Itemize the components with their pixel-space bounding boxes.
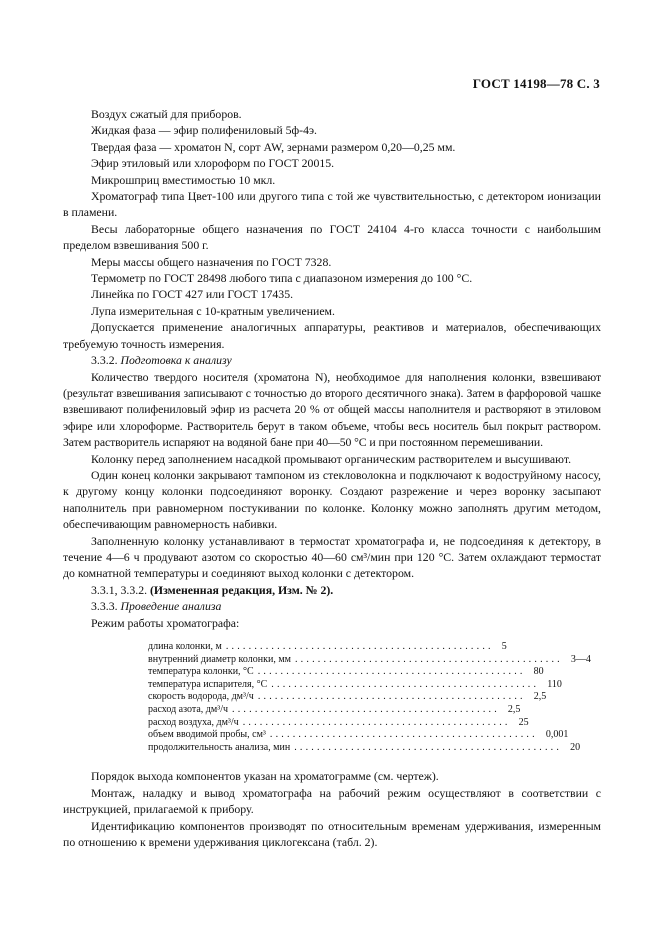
document-body — [63, 106, 601, 850]
mode-heading: Режим работы хроматографа: — [91, 615, 240, 630]
parameter-value: 2,5 — [533, 691, 547, 703]
parameter-row: скорость водорода, дм³/ч ............................................... 2,5 — [148, 691, 548, 704]
amendment-ref: 3.3.1, 3.3.2. — [91, 582, 148, 597]
parameter-label: температура колонки, °С — [148, 666, 254, 678]
parameter-row: температура колонки, °С ............................................... 80 — [148, 666, 548, 679]
paragraph: Линейка по ГОСТ 427 или ГОСТ 17435. — [91, 287, 294, 302]
paragraph: Эфир этиловый или хлороформ по ГОСТ 20015. — [91, 156, 335, 171]
paragraph: Термометр по ГОСТ 28498 любого типа с диапазоном измерения до 100 °С. — [91, 271, 473, 286]
parameter-row: продолжительность анализа, мин ............................................... 20 — [148, 742, 548, 755]
parameter-label: объем вводимой пробы, см³ — [148, 729, 266, 741]
parameter-value: 25 — [518, 716, 529, 728]
paragraph: Жидкая фаза — эфир полифениловый 5ф-4э. — [91, 123, 318, 138]
section-number: 3.3.2. — [91, 353, 118, 368]
amendment-note — [63, 582, 601, 598]
parameter-value: 80 — [533, 666, 544, 678]
parameter-label: продолжительность анализа, мин — [148, 741, 291, 753]
parameter-value: 5 — [501, 641, 507, 652]
parameters-list — [148, 641, 591, 754]
parameter-row: расход воздуха, дм³/ч ............................................... 25 — [148, 717, 548, 730]
paragraph: Меры массы общего назначения по ГОСТ 7328. — [91, 254, 332, 269]
parameter-row: расход азота, дм³/ч ............................................... 2,5 — [148, 704, 548, 717]
paragraph: Хроматограф типа Цвет-100 или другого типа с той же чувствительностью, с детектором ионизации в пламени. — [63, 189, 601, 220]
parameter-row: температура испарителя, °С ............................................... 110 — [148, 679, 548, 692]
section-title: Проведение анализа — [120, 599, 222, 614]
parameter-row: объем вводимой пробы, см³ ............................................... 0,001 — [148, 729, 548, 742]
section-heading-3-3-2 — [63, 352, 601, 368]
parameter-value: 3—4 — [570, 653, 591, 665]
parameter-label: внутренний диаметр колонки, мм — [148, 653, 291, 665]
section-heading-3-3-3 — [63, 598, 601, 614]
paragraph: Микрошприц вместимостью 10 мкл. — [91, 172, 276, 187]
paragraph: Один конец колонки закрывают тампоном из стекловолокна и подключают к водоструйному насосу, к другому концу колонки подсоединяют воронку. Создают разрежение и через воронку засыпают наполнитель при равномерном постукивании по колонке. Колонку можно заполнять другим методом, обеспечивающим равномерность набивки. — [63, 467, 601, 532]
parameter-label: скорость водорода, дм³/ч — [148, 691, 254, 703]
paragraph: Колонку перед заполнением насадкой промывают органическим растворителем и высушивают. — [91, 451, 572, 466]
paragraph: Весы лабораторные общего назначения по ГОСТ 24104 4-го класса точности с наибольшим пределом взвешивания 500 г. — [63, 221, 601, 253]
paragraph: Количество твердого носителя (хроматона N), необходимое для наполнения колонки, взвешивают (результат взвешивания записывают с точностью до второго десятичного знака). Затем в фарфоровой чашке взвешивают полифениловый эфир из расчета 20 % от общей массы наполнителя и растворяют в этиловом эфире или хлороформе. Растворитель берут в таком объеме, чтобы весь носитель был покрыт раствором. Затем растворитель испаряют на водяной бане при 40—50 °С и при постоянном перемешивании. — [63, 369, 601, 450]
paragraph: Идентификацию компонентов производят по относительным временам удерживания, измеренным по отношению к времени удерживания циклогексана (табл. 2). — [63, 818, 601, 849]
section-number: 3.3.3. — [91, 599, 118, 614]
parameter-row: длина колонки, м ............................................... 5 — [148, 641, 548, 654]
parameter-value: 0,001 — [545, 729, 569, 741]
section-title: Подготовка к анализу — [120, 353, 232, 368]
paragraph: Твердая фаза — хроматон N, сорт AW, зернами размером 0,20—0,25 мм. — [91, 139, 456, 154]
parameter-value: 20 — [570, 741, 581, 753]
parameter-value: 110 — [547, 678, 562, 690]
parameter-value: 2,5 — [507, 703, 521, 715]
paragraph: Монтаж, наладку и вывод хроматографа на рабочий режим осуществляют в соответствии с инструкцией, прилагаемой к прибору. — [63, 785, 601, 817]
paragraph: Заполненную колонку устанавливают в термостат хроматографа и, не подсоединяя к детектору, в течение 4—6 ч продувают азотом со скоростью 40—60 см³/мин при 120 °С. Затем охлаждают термостат до комнатной температуры и соединяют выход колонки с детектором. — [63, 533, 601, 581]
parameter-label: расход воздуха, дм³/ч — [148, 716, 239, 728]
amendment-text: (Измененная редакция, Изм. № 2). — [150, 582, 334, 597]
paragraph: Допускается применение аналогичных аппаратуры, реактивов и материалов, обеспечивающих требуемую точность измерения. — [63, 320, 601, 351]
page-header: ГОСТ 14198—78 С. 3 — [472, 76, 600, 91]
paragraph: Лупа измерительная с 10-кратным увеличением. — [91, 303, 335, 318]
parameter-row: внутренний диаметр колонки, мм ............................................... 3—4 — [148, 654, 548, 667]
parameter-label: расход азота, дм³/ч — [148, 703, 229, 715]
parameter-label: длина колонки, м — [148, 641, 222, 652]
paragraph: Воздух сжатый для приборов. — [91, 107, 242, 121]
paragraph: Порядок выхода компонентов указан на хроматограмме (см. чертеж). — [91, 769, 439, 784]
parameter-label: температура испарителя, °С — [148, 678, 268, 690]
